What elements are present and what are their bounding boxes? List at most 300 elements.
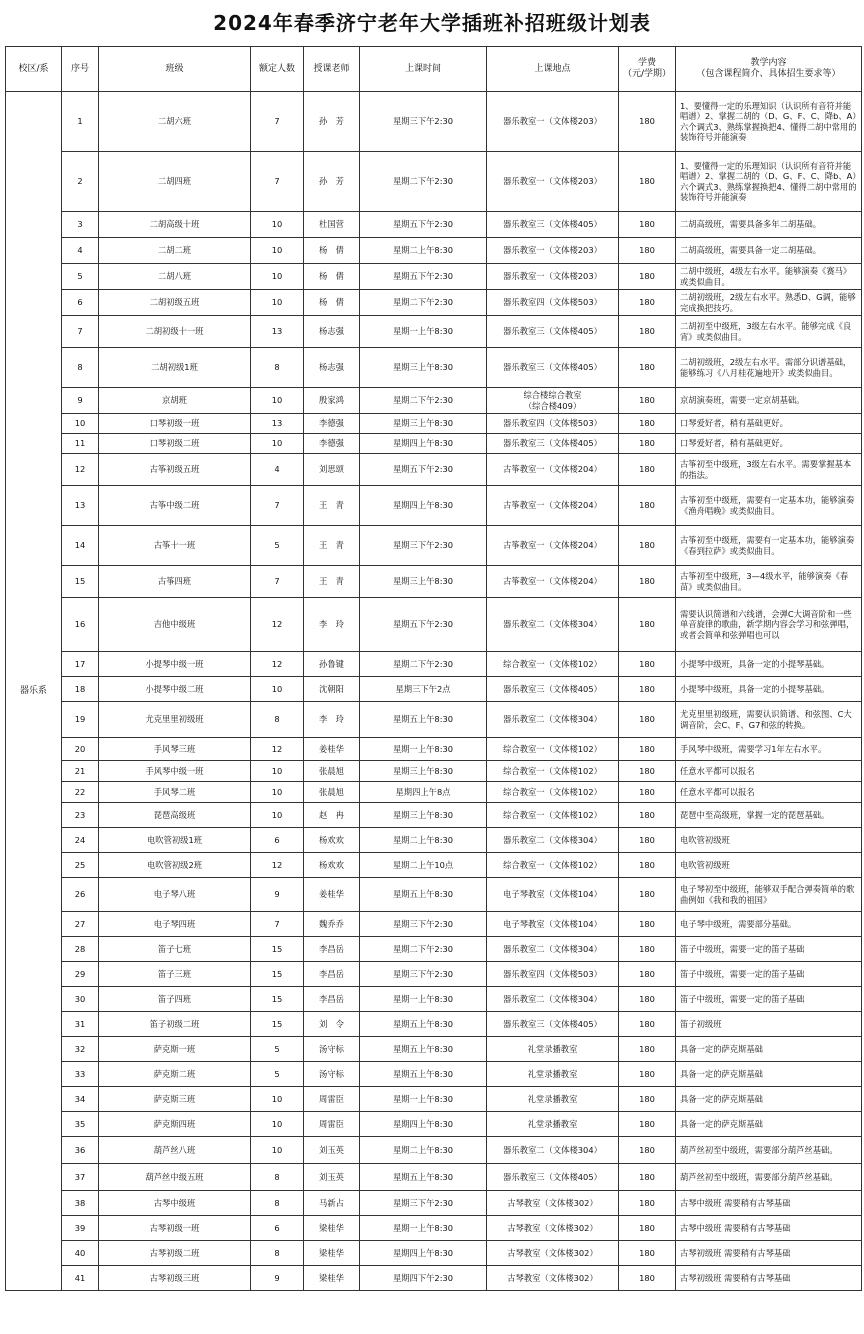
row-content: 京胡演奏班，需要一定京胡基础。 <box>676 388 862 414</box>
header-content: 教学内容 （包含课程简介、具体招生要求等） <box>676 47 862 92</box>
row-location: 综合教室一（文体楼102） <box>487 853 619 878</box>
row-teacher: 周雷臣 <box>304 1087 360 1112</box>
row-location: 器乐教室三（文体楼405） <box>487 212 619 238</box>
row-fee: 180 <box>619 878 676 912</box>
row-fee: 180 <box>619 1112 676 1137</box>
row-location: 古筝教室一（文体楼204） <box>487 566 619 598</box>
row-class: 萨克斯四班 <box>99 1112 251 1137</box>
row-location: 电子琴教室（文体楼104） <box>487 912 619 937</box>
row-class: 古琴初级三班 <box>99 1266 251 1291</box>
row-content: 尤克里里初级班，需要认识简谱、和弦图、C大调音阶，会C、F、G7和弦的转换。 <box>676 702 862 738</box>
class-plan-table <box>5 46 862 1291</box>
row-quota: 15 <box>251 1012 304 1037</box>
row-no: 28 <box>62 937 99 962</box>
table-row <box>6 598 862 652</box>
row-no: 35 <box>62 1112 99 1137</box>
row-location: 综合教室一（文体楼102） <box>487 761 619 782</box>
row-class: 笛子初级二班 <box>99 1012 251 1037</box>
row-fee: 180 <box>619 212 676 238</box>
row-time: 星期五下午2:30 <box>360 212 487 238</box>
row-time: 星期五下午2:30 <box>360 264 487 290</box>
row-quota: 10 <box>251 761 304 782</box>
row-no: 11 <box>62 434 99 454</box>
row-fee: 180 <box>619 1137 676 1164</box>
row-teacher: 杨欢欢 <box>304 828 360 853</box>
row-location: 器乐教室一（文体楼203） <box>487 152 619 212</box>
row-quota: 8 <box>251 348 304 388</box>
row-no: 12 <box>62 454 99 486</box>
row-quota: 10 <box>251 1087 304 1112</box>
row-no: 38 <box>62 1191 99 1216</box>
row-time: 星期四上午8:30 <box>360 434 487 454</box>
table-row <box>6 238 862 264</box>
row-class: 手风琴三班 <box>99 738 251 761</box>
row-location: 器乐教室一（文体楼203） <box>487 92 619 152</box>
row-fee: 180 <box>619 1266 676 1291</box>
row-content: 1、要懂得一定的乐理知识（认识所有音符并能唱谱）2、掌握二胡的（D、G、F、C、降b、A）六个调式3、熟练掌握换把4、懂得二胡中常用的装饰符号并能演奏 <box>676 92 862 152</box>
row-time: 星期二下午2:30 <box>360 937 487 962</box>
table-row <box>6 1012 862 1037</box>
row-teacher: 张晨旭 <box>304 782 360 803</box>
row-location: 器乐教室三（文体楼405） <box>487 348 619 388</box>
row-quota: 7 <box>251 486 304 526</box>
row-class: 葫芦丝中级五班 <box>99 1164 251 1191</box>
row-quota: 10 <box>251 1112 304 1137</box>
row-teacher: 周雷臣 <box>304 1112 360 1137</box>
row-no: 20 <box>62 738 99 761</box>
row-quota: 10 <box>251 803 304 828</box>
row-teacher: 姜桂华 <box>304 878 360 912</box>
row-time: 星期五上午8:30 <box>360 1062 487 1087</box>
row-teacher: 姜桂华 <box>304 738 360 761</box>
row-fee: 180 <box>619 853 676 878</box>
table-row <box>6 388 862 414</box>
row-fee: 180 <box>619 987 676 1012</box>
row-content: 笛子中级班，需要一定的笛子基础 <box>676 987 862 1012</box>
row-fee: 180 <box>619 264 676 290</box>
row-teacher: 孙 芳 <box>304 152 360 212</box>
row-no: 14 <box>62 526 99 566</box>
row-location: 器乐教室三（文体楼405） <box>487 316 619 348</box>
row-class: 二胡八班 <box>99 264 251 290</box>
row-location: 器乐教室三（文体楼405） <box>487 434 619 454</box>
row-content: 口琴爱好者，稍有基础更好。 <box>676 414 862 434</box>
row-no: 19 <box>62 702 99 738</box>
row-teacher: 王 青 <box>304 486 360 526</box>
row-class: 古琴中级班 <box>99 1191 251 1216</box>
row-time: 星期二下午2:30 <box>360 388 487 414</box>
row-class: 电吹管初级1班 <box>99 828 251 853</box>
row-class: 古琴初级一班 <box>99 1216 251 1241</box>
row-class: 葫芦丝八班 <box>99 1137 251 1164</box>
row-class: 吉他中级班 <box>99 598 251 652</box>
row-fee: 180 <box>619 1241 676 1266</box>
row-location: 综合教室一（文体楼102） <box>487 738 619 761</box>
row-content: 葫芦丝初至中级班，需要部分葫芦丝基础。 <box>676 1137 862 1164</box>
row-teacher: 魏乔乔 <box>304 912 360 937</box>
row-teacher: 梁桂华 <box>304 1241 360 1266</box>
row-fee: 180 <box>619 702 676 738</box>
row-location: 器乐教室四（文体楼503） <box>487 962 619 987</box>
row-no: 24 <box>62 828 99 853</box>
row-content: 手风琴中级班，需要学习1年左右水平。 <box>676 738 862 761</box>
row-class: 二胡初级五班 <box>99 290 251 316</box>
row-class: 古琴初级二班 <box>99 1241 251 1266</box>
row-class: 手风琴二班 <box>99 782 251 803</box>
row-no: 1 <box>62 92 99 152</box>
row-no: 33 <box>62 1062 99 1087</box>
row-no: 3 <box>62 212 99 238</box>
row-location: 综合教室一（文体楼102） <box>487 652 619 677</box>
row-teacher: 汤守标 <box>304 1037 360 1062</box>
row-class: 笛子七班 <box>99 937 251 962</box>
row-fee: 180 <box>619 316 676 348</box>
row-no: 15 <box>62 566 99 598</box>
row-no: 7 <box>62 316 99 348</box>
row-time: 星期三下午2:30 <box>360 526 487 566</box>
row-quota: 7 <box>251 152 304 212</box>
row-location: 古琴教室（文体楼302） <box>487 1216 619 1241</box>
row-content: 琵琶中至高级班，掌握一定的琵琶基础。 <box>676 803 862 828</box>
header-quota: 额定人数 <box>251 47 304 92</box>
row-teacher: 孙 芳 <box>304 92 360 152</box>
row-quota: 10 <box>251 782 304 803</box>
row-no: 31 <box>62 1012 99 1037</box>
row-content: 古筝初至中级班，3—4级水平，能够演奏《春苗》或类似曲目。 <box>676 566 862 598</box>
row-no: 30 <box>62 987 99 1012</box>
row-location: 礼堂录播教室 <box>487 1062 619 1087</box>
row-location: 电子琴教室（文体楼104） <box>487 878 619 912</box>
table-row <box>6 1164 862 1191</box>
row-no: 26 <box>62 878 99 912</box>
row-time: 星期三下午2:30 <box>360 912 487 937</box>
table-row <box>6 526 862 566</box>
row-location: 器乐教室四（文体楼503） <box>487 290 619 316</box>
table-row <box>6 677 862 702</box>
row-teacher: 刘思颂 <box>304 454 360 486</box>
row-location: 礼堂录播教室 <box>487 1037 619 1062</box>
table-row <box>6 316 862 348</box>
row-location: 古琴教室（文体楼302） <box>487 1191 619 1216</box>
row-location: 古筝教室一（文体楼204） <box>487 454 619 486</box>
row-fee: 180 <box>619 290 676 316</box>
row-fee: 180 <box>619 486 676 526</box>
table-row <box>6 738 862 761</box>
row-content: 笛子中级班，需要一定的笛子基础 <box>676 962 862 987</box>
row-fee: 180 <box>619 761 676 782</box>
row-class: 古筝初级五班 <box>99 454 251 486</box>
row-location: 器乐教室三（文体楼405） <box>487 677 619 702</box>
header-no: 序号 <box>62 47 99 92</box>
row-location: 综合楼综合教室 （综合楼409） <box>487 388 619 414</box>
row-fee: 180 <box>619 1216 676 1241</box>
row-quota: 4 <box>251 454 304 486</box>
row-content: 古筝初至中级班，3级左右水平。需要掌握基本的指法。 <box>676 454 862 486</box>
row-location: 器乐教室二（文体楼304） <box>487 987 619 1012</box>
table-row <box>6 434 862 454</box>
header-fee: 学费 （元/学期） <box>619 47 676 92</box>
row-class: 古筝四班 <box>99 566 251 598</box>
row-quota: 6 <box>251 828 304 853</box>
table-row <box>6 454 862 486</box>
row-fee: 180 <box>619 348 676 388</box>
row-teacher: 刘玉英 <box>304 1137 360 1164</box>
row-fee: 180 <box>619 1012 676 1037</box>
row-location: 器乐教室一（文体楼203） <box>487 264 619 290</box>
row-time: 星期二上午8:30 <box>360 238 487 264</box>
row-quota: 10 <box>251 212 304 238</box>
table-row <box>6 937 862 962</box>
row-quota: 7 <box>251 912 304 937</box>
row-teacher: 李昌岳 <box>304 987 360 1012</box>
row-fee: 180 <box>619 1164 676 1191</box>
row-location: 器乐教室三（文体楼405） <box>487 1164 619 1191</box>
table-header-row <box>6 47 862 92</box>
row-class: 尤克里里初级班 <box>99 702 251 738</box>
row-no: 8 <box>62 348 99 388</box>
row-class: 萨克斯三班 <box>99 1087 251 1112</box>
row-time: 星期三下午2:30 <box>360 92 487 152</box>
row-quota: 8 <box>251 1191 304 1216</box>
row-class: 古筝中级二班 <box>99 486 251 526</box>
row-class: 京胡班 <box>99 388 251 414</box>
row-content: 古琴中级班 需要稍有古琴基础 <box>676 1216 862 1241</box>
row-class: 口琴初级二班 <box>99 434 251 454</box>
row-class: 电子琴八班 <box>99 878 251 912</box>
row-fee: 180 <box>619 803 676 828</box>
row-location: 器乐教室二（文体楼304） <box>487 828 619 853</box>
row-location: 礼堂录播教室 <box>487 1087 619 1112</box>
row-quota: 10 <box>251 677 304 702</box>
row-content: 二胡初至中级班，3级左右水平。能够完成《良宵》或类似曲目。 <box>676 316 862 348</box>
row-fee: 180 <box>619 526 676 566</box>
table-row <box>6 912 862 937</box>
row-quota: 8 <box>251 702 304 738</box>
table-row <box>6 962 862 987</box>
row-time: 星期四上午8:30 <box>360 1112 487 1137</box>
row-quota: 9 <box>251 878 304 912</box>
table-row <box>6 987 862 1012</box>
row-quota: 15 <box>251 937 304 962</box>
row-class: 手风琴中级一班 <box>99 761 251 782</box>
row-time: 星期二下午2:30 <box>360 290 487 316</box>
row-time: 星期三上午8:30 <box>360 761 487 782</box>
row-class: 笛子三班 <box>99 962 251 987</box>
row-no: 34 <box>62 1087 99 1112</box>
row-time: 星期四上午8:30 <box>360 1241 487 1266</box>
row-fee: 180 <box>619 652 676 677</box>
row-quota: 10 <box>251 238 304 264</box>
row-time: 星期一上午8:30 <box>360 316 487 348</box>
row-content: 古琴中级班 需要稍有古琴基础 <box>676 1191 862 1216</box>
row-location: 器乐教室二（文体楼304） <box>487 598 619 652</box>
row-teacher: 王 青 <box>304 566 360 598</box>
row-class: 小提琴中级二班 <box>99 677 251 702</box>
department-cell: 器乐系 <box>6 92 62 1291</box>
table-row <box>6 92 862 152</box>
row-time: 星期三上午8:30 <box>360 803 487 828</box>
row-teacher: 杨欢欢 <box>304 853 360 878</box>
row-teacher: 李昌岳 <box>304 962 360 987</box>
row-no: 5 <box>62 264 99 290</box>
row-fee: 180 <box>619 937 676 962</box>
row-teacher: 殷家鸿 <box>304 388 360 414</box>
row-time: 星期一上午8:30 <box>360 987 487 1012</box>
row-teacher: 杨 倩 <box>304 238 360 264</box>
row-teacher: 杨 倩 <box>304 290 360 316</box>
row-time: 星期五下午2:30 <box>360 454 487 486</box>
header-class: 班级 <box>99 47 251 92</box>
row-content: 古筝初至中级班，需要有一定基本功，能够演奏《渔舟唱晚》或类似曲目。 <box>676 486 862 526</box>
row-fee: 180 <box>619 677 676 702</box>
row-time: 星期四下午2:30 <box>360 1266 487 1291</box>
table-row <box>6 782 862 803</box>
header-teacher: 授课老师 <box>304 47 360 92</box>
row-teacher: 王 青 <box>304 526 360 566</box>
row-content: 电子琴中级班，需要部分基础。 <box>676 912 862 937</box>
table-row <box>6 1241 862 1266</box>
table-row <box>6 702 862 738</box>
row-teacher: 杨志强 <box>304 348 360 388</box>
row-fee: 180 <box>619 388 676 414</box>
row-quota: 10 <box>251 434 304 454</box>
row-teacher: 沈朝阳 <box>304 677 360 702</box>
row-time: 星期二上午10点 <box>360 853 487 878</box>
row-fee: 180 <box>619 828 676 853</box>
row-content: 二胡中级班，4级左右水平。能够演奏《赛马》或类似曲目。 <box>676 264 862 290</box>
row-teacher: 汤守标 <box>304 1062 360 1087</box>
row-teacher: 刘 令 <box>304 1012 360 1037</box>
table-row <box>6 828 862 853</box>
row-fee: 180 <box>619 152 676 212</box>
row-no: 21 <box>62 761 99 782</box>
table-row <box>6 1087 862 1112</box>
row-location: 古筝教室一（文体楼204） <box>487 486 619 526</box>
row-content: 古琴初级班 需要稍有古琴基础 <box>676 1266 862 1291</box>
row-class: 电吹管初级2班 <box>99 853 251 878</box>
row-class: 古筝十一班 <box>99 526 251 566</box>
row-quota: 10 <box>251 290 304 316</box>
table-row <box>6 761 862 782</box>
row-content: 具备一定的萨克斯基础 <box>676 1062 862 1087</box>
row-content: 小提琴中级班，具备一定的小提琴基础。 <box>676 677 862 702</box>
row-time: 星期二上午8:30 <box>360 1137 487 1164</box>
row-quota: 12 <box>251 853 304 878</box>
row-no: 37 <box>62 1164 99 1191</box>
row-no: 29 <box>62 962 99 987</box>
row-no: 6 <box>62 290 99 316</box>
row-content: 葫芦丝初至中级班，需要部分葫芦丝基础。 <box>676 1164 862 1191</box>
table-body <box>6 92 862 1291</box>
row-time: 星期三上午8:30 <box>360 414 487 434</box>
row-content: 任意水平都可以报名 <box>676 761 862 782</box>
row-fee: 180 <box>619 434 676 454</box>
row-content: 1、要懂得一定的乐理知识（认识所有音符并能唱谱）2、掌握二胡的（D、G、F、C、降b、A）六个调式3、熟练掌握换把4、懂得二胡中常用的装饰符号并能演奏 <box>676 152 862 212</box>
row-no: 13 <box>62 486 99 526</box>
table-row <box>6 1191 862 1216</box>
row-quota: 6 <box>251 1216 304 1241</box>
row-quota: 5 <box>251 526 304 566</box>
row-class: 电子琴四班 <box>99 912 251 937</box>
row-content: 二胡高级班，需要具备一定二胡基础。 <box>676 238 862 264</box>
row-content: 具备一定的萨克斯基础 <box>676 1112 862 1137</box>
table-row <box>6 853 862 878</box>
row-location: 器乐教室四（文体楼503） <box>487 414 619 434</box>
table-row <box>6 1062 862 1087</box>
row-content: 笛子初级班 <box>676 1012 862 1037</box>
row-no: 9 <box>62 388 99 414</box>
row-quota: 10 <box>251 264 304 290</box>
row-no: 36 <box>62 1137 99 1164</box>
row-time: 星期一上午8:30 <box>360 1087 487 1112</box>
table-row <box>6 878 862 912</box>
row-fee: 180 <box>619 454 676 486</box>
row-location: 器乐教室二（文体楼304） <box>487 702 619 738</box>
row-class: 二胡二班 <box>99 238 251 264</box>
row-content: 小提琴中级班，具备一定的小提琴基础。 <box>676 652 862 677</box>
table-row <box>6 414 862 434</box>
row-quota: 10 <box>251 388 304 414</box>
row-fee: 180 <box>619 414 676 434</box>
header-location: 上课地点 <box>487 47 619 92</box>
row-quota: 9 <box>251 1266 304 1291</box>
row-quota: 13 <box>251 414 304 434</box>
row-time: 星期三下午2点 <box>360 677 487 702</box>
row-fee: 180 <box>619 782 676 803</box>
table-row <box>6 652 862 677</box>
row-time: 星期二下午2:30 <box>360 652 487 677</box>
row-time: 星期五上午8:30 <box>360 878 487 912</box>
row-class: 萨克斯一班 <box>99 1037 251 1062</box>
row-no: 23 <box>62 803 99 828</box>
row-no: 4 <box>62 238 99 264</box>
row-location: 器乐教室二（文体楼304） <box>487 1137 619 1164</box>
row-content: 具备一定的萨克斯基础 <box>676 1087 862 1112</box>
row-fee: 180 <box>619 92 676 152</box>
row-time: 星期三上午8:30 <box>360 348 487 388</box>
row-quota: 10 <box>251 1137 304 1164</box>
row-teacher: 杜国营 <box>304 212 360 238</box>
row-content: 任意水平都可以报名 <box>676 782 862 803</box>
row-class: 萨克斯二班 <box>99 1062 251 1087</box>
row-time: 星期五上午8:30 <box>360 702 487 738</box>
row-no: 32 <box>62 1037 99 1062</box>
row-quota: 5 <box>251 1037 304 1062</box>
row-time: 星期五上午8:30 <box>360 1164 487 1191</box>
row-content: 二胡初级班，2级左右水平。需部分识谱基础，能够练习《八月桂花遍地开》或类似曲目。 <box>676 348 862 388</box>
table-row <box>6 1037 862 1062</box>
row-time: 星期三下午2:30 <box>360 1191 487 1216</box>
row-content: 二胡初级班，2级左右水平。熟悉D、G调，能够完成换把技巧。 <box>676 290 862 316</box>
row-no: 18 <box>62 677 99 702</box>
row-fee: 180 <box>619 598 676 652</box>
row-content: 电子琴初至中级班，能够双手配合弹奏简单的歌曲例如《我和我的祖国》 <box>676 878 862 912</box>
row-teacher: 赵 冉 <box>304 803 360 828</box>
table-row <box>6 264 862 290</box>
row-no: 17 <box>62 652 99 677</box>
row-location: 古筝教室一（文体楼204） <box>487 526 619 566</box>
row-content: 口琴爱好者，稍有基础更好。 <box>676 434 862 454</box>
row-no: 39 <box>62 1216 99 1241</box>
row-teacher: 刘玉英 <box>304 1164 360 1191</box>
row-time: 星期四上午8:30 <box>360 486 487 526</box>
row-teacher: 梁桂华 <box>304 1266 360 1291</box>
row-fee: 180 <box>619 738 676 761</box>
row-quota: 5 <box>251 1062 304 1087</box>
page-title: 2024年春季济宁老年大学插班补招班级计划表 <box>213 11 651 35</box>
row-location: 器乐教室三（文体楼405） <box>487 1012 619 1037</box>
row-no: 27 <box>62 912 99 937</box>
